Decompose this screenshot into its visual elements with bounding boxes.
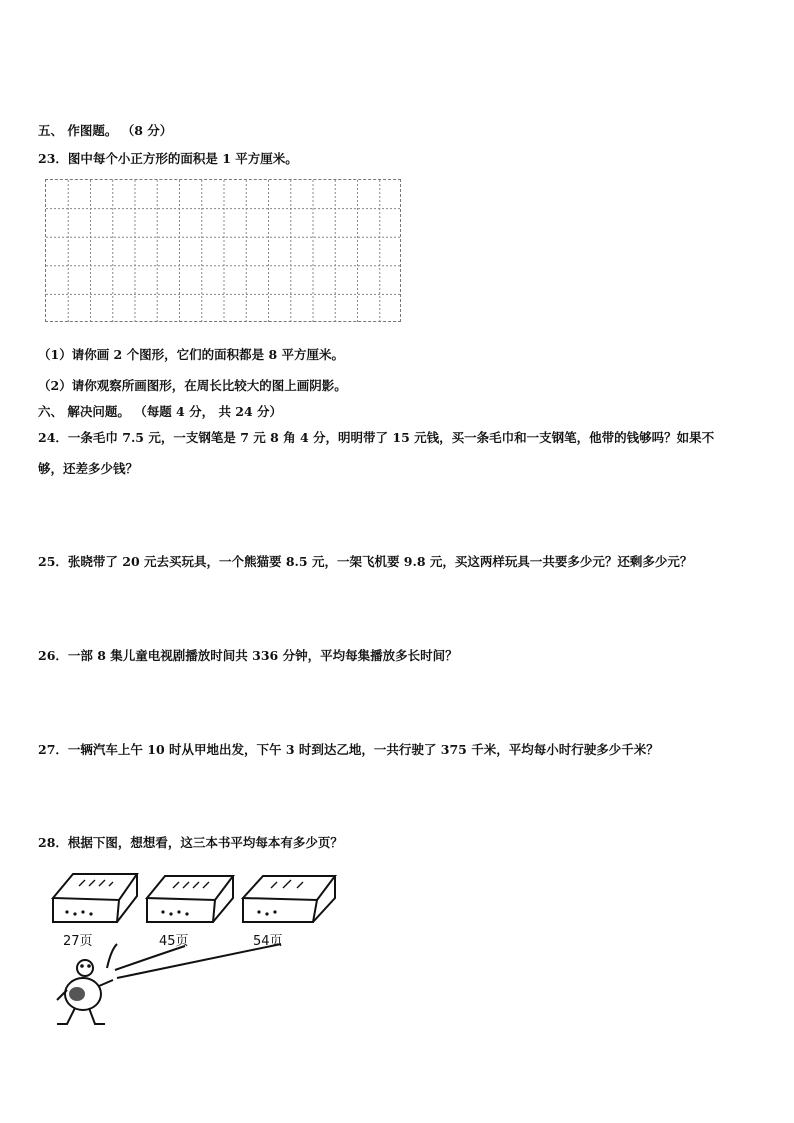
book-3-pages: 54页 [253, 934, 283, 949]
square-grid [45, 179, 401, 322]
question-28: 28．根据下图，想想看，这三本书平均每本有多少页？ [38, 835, 343, 850]
question-24-line-1: 24．一条毛巾 7.5 元，一支钢笔是 7 元 8 角 4 分，明明带了 15 元钱，买一条毛巾和一支钢笔，他带的钱够吗？如果不 [38, 430, 715, 445]
section-5-title: 五、 作图题。 （8 分） [38, 123, 173, 138]
book-1-pages: 27页 [63, 934, 93, 949]
question-23-part-2: （2）请你观察所画图形，在周长比较大的图上画阴影。 [38, 378, 347, 393]
section-6-title: 六、 解决问题。 （每题 4 分， 共 24 分） [38, 404, 283, 419]
books-illustration [45, 868, 345, 1033]
book-2-pages: 45页 [159, 934, 189, 949]
question-24-line-2: 够，还差多少钱？ [38, 461, 139, 476]
grid-lines [46, 180, 402, 323]
books-drawing [45, 868, 345, 1033]
question-26: 26．一部 8 集儿童电视剧播放时间共 336 分钟，平均每集播放多长时间？ [38, 648, 458, 663]
question-23: 23．图中每个小正方形的面积是 1 平方厘米。 [38, 151, 298, 166]
question-27: 27．一辆汽车上午 10 时从甲地出发，下午 3 时到达乙地，一共行驶了 375 千米，平均每小时行驶多少千米？ [38, 742, 659, 757]
question-23-part-1: （1）请你画 2 个图形，它们的面积都是 8 平方厘米。 [38, 347, 345, 362]
question-25: 25．张晓带了 20 元去买玩具，一个熊猫要 8.5 元，一架飞机要 9.8 元，买这两样玩具一共要多少元？还剩多少元？ [38, 554, 693, 569]
